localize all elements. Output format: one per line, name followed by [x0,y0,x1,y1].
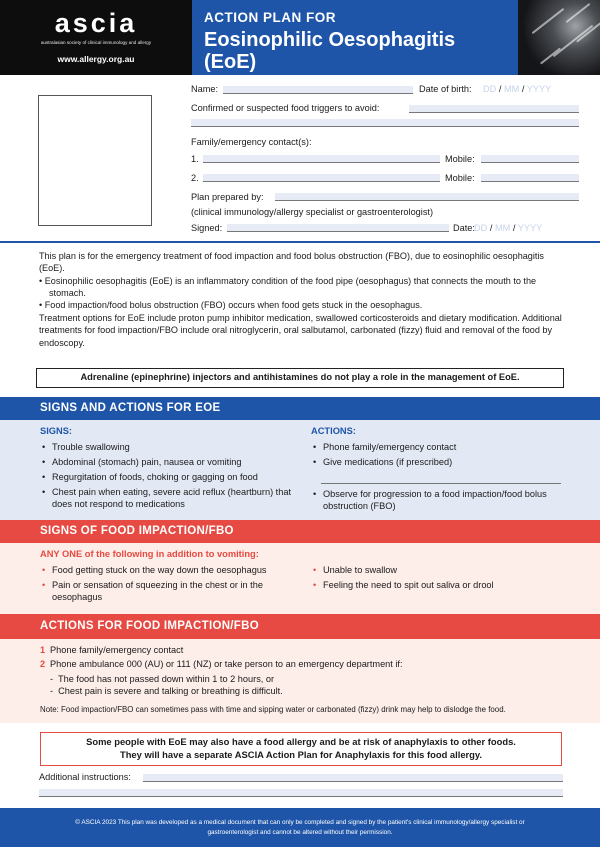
intro-paragraph: This plan is for the emergency treatment of food impaction and food bolus obstruction (FBO), due to eosinophilic oesophagitis (EoE). [39,251,544,274]
action-item: • Phone family/emergency contact [311,442,563,454]
mobile-2-label: Mobile: [445,173,475,183]
logo-subtitle: australasian society of clinical immunology and allergy [40,39,152,45]
dob-year: YYYY [526,84,552,94]
signs-list [40,442,300,511]
ascia-logo [0,0,192,75]
step-2-number: 2 [40,659,46,669]
impaction-signs-left [40,565,302,607]
date-field[interactable] [474,223,542,235]
sign-item: • Regurgitation of foods, choking or gagging on food [40,472,300,484]
observe-item: • Observe for progression to a food impaction/food bolus obstruction (FBO) [311,489,563,513]
signs-title: SIGNS: [40,426,73,436]
actions-list [311,442,563,469]
medication-line[interactable] [321,483,561,484]
mobile-1-label: Mobile: [445,154,475,164]
impaction-signs-panel [0,543,600,614]
logo-text: ascia [54,7,138,38]
signature-field[interactable] [227,224,449,232]
header [0,0,600,75]
impaction-note: Note: Food impaction/FBO can sometimes pass with time and sipping water or carbonated (fizzy) drink may help to dislodge the food. [40,705,506,714]
dob-month: MM [503,84,520,94]
adrenaline-notice: Adrenaline (epinephrine) injectors and antihistamines do not play a role in the management of EoE. [36,368,564,388]
date-day: DD [474,223,488,233]
name-field[interactable] [223,86,413,94]
step-1-number: 1 [40,645,46,655]
date-sep: / [512,223,516,233]
section-divider [0,241,600,243]
step-2-condition-2 [50,686,283,698]
actions-column [311,425,563,511]
footer [0,808,600,847]
date-month: MM [494,223,511,233]
callout-line-1: Some people with EoE may also have a food allergy and be at risk of anaphylaxis to other foods. [86,736,516,747]
action-item: • Give medications (if prescribed) [311,457,563,469]
dob-sep: / [498,84,502,94]
prepared-by-field[interactable] [275,193,579,201]
dob-label: Date of birth: [419,84,472,94]
treatment-paragraph: Treatment options for EoE include proton pump inhibitor medication, swallowed corticosteroids and dietary modification. Additional treatments for food impaction/FBO include oral nitroglycerin, oral salbutamol, carbonated (fizzy) fluid and removal of the food by endoscopy. [39,312,562,348]
dash: - [50,686,54,696]
title-kicker: ACTION PLAN FOR [204,10,336,25]
actions-title: ACTIONS: [311,426,356,436]
contacts-label: Family/emergency contact(s): [191,137,312,147]
header-photo [518,0,600,75]
condition-text: The food has not passed down within 1 to 2 hours, or [58,674,275,684]
callout-line-2: They will have a separate ASCIA Action Plan for Anaphylaxis for this food allergy. [119,748,483,760]
triggers-label: Confirmed or suspected food triggers to avoid: [191,103,380,113]
contact-1-name-field[interactable] [203,155,440,163]
impaction-sign-item: • Food getting stuck on the way down the oesophagus [40,565,302,577]
impaction-actions-heading: ACTIONS FOR FOOD IMPACTION/FBO [0,614,600,639]
patient-photo-box[interactable] [38,95,152,226]
sign-item: • Trouble swallowing [40,442,300,454]
prepared-by-note: (clinical immunology/allergy specialist or gastroenterologist) [191,207,434,217]
mobile-1-field[interactable] [481,155,579,163]
dob-sep: / [521,84,525,94]
step-1-text: Phone family/emergency contact [50,645,184,655]
prepared-by-label: Plan prepared by: [191,192,264,202]
mobile-2-field[interactable] [481,174,579,182]
triggers-field-2[interactable] [191,119,579,127]
contact-2-number: 2. [191,173,199,183]
dob-day: DD [483,84,497,94]
signs-actions-panel [0,420,600,520]
step-2 [40,659,565,671]
triggers-field-1[interactable] [409,105,579,113]
impaction-sign-item: • Pain or sensation of squeezing in the chest or in the oesophagus [40,580,302,604]
footer-line-2: gastroenterologist and cannot be altered without their permission. [207,828,393,836]
signed-label: Signed: [191,223,223,233]
contact-1-number: 1. [191,154,199,164]
additional-instructions-field-1[interactable] [143,774,563,782]
intro-bullet-fbo: • Food impaction/food bolus obstruction (FBO) occurs when food gets stuck in the oesophagus. [39,300,423,311]
date-sep: / [489,223,493,233]
page-title-abbrev: (EoE) [204,50,257,73]
name-label: Name: [191,84,219,94]
sign-item: • Abdominal (stomach) pain, nausea or vomiting [40,457,300,469]
impaction-sign-item: • Feeling the need to spit out saliva or drool [311,580,563,592]
intro-text [39,250,563,349]
contact-2-name-field[interactable] [203,174,440,182]
impaction-actions-panel [0,639,600,723]
impaction-sign-item: • Unable to swallow [311,565,563,577]
anaphylaxis-callout [40,732,562,766]
date-label: Date: [453,223,475,233]
additional-instructions-field-2[interactable] [39,789,563,797]
impaction-signs-heading: SIGNS OF FOOD IMPACTION/FBO [0,520,600,543]
intro-bullet-eoe: • Eosinophilic oesophagitis (EoE) is an inflammatory condition of the food pipe (oesophagus) that connects the mouth to the stomach. [39,275,537,299]
condition-text: Chest pain is severe and talking or breathing is difficult. [58,686,283,696]
dob-field[interactable] [483,84,551,96]
additional-instructions-label: Additional instructions: [39,772,131,782]
impaction-subtitle: ANY ONE of the following in addition to vomiting: [40,549,259,559]
dash: - [50,674,54,684]
signs-column [40,425,300,514]
title-block [192,0,518,75]
sign-item: • Chest pain when eating, severe acid reflux (heartburn) that does not respond to medications [40,487,300,511]
impaction-signs-right [311,565,563,595]
observe-list [311,489,563,516]
step-2-text: Phone ambulance 000 (AU) or 111 (NZ) or take person to an emergency department if: [50,659,403,669]
step-1 [40,645,565,657]
signs-actions-heading: SIGNS AND ACTIONS FOR EOE [0,397,600,420]
page-title: Eosinophilic Oesophagitis [204,28,456,51]
footer-line-1: © ASCIA 2023 This plan was developed as a medical document that can only be completed and signed by the patient's clinical immunology/allergy specialist or [75,819,525,826]
step-2-condition-1 [50,674,274,686]
website-url: www.allergy.org.au [57,53,135,64]
date-year: YYYY [517,223,543,233]
